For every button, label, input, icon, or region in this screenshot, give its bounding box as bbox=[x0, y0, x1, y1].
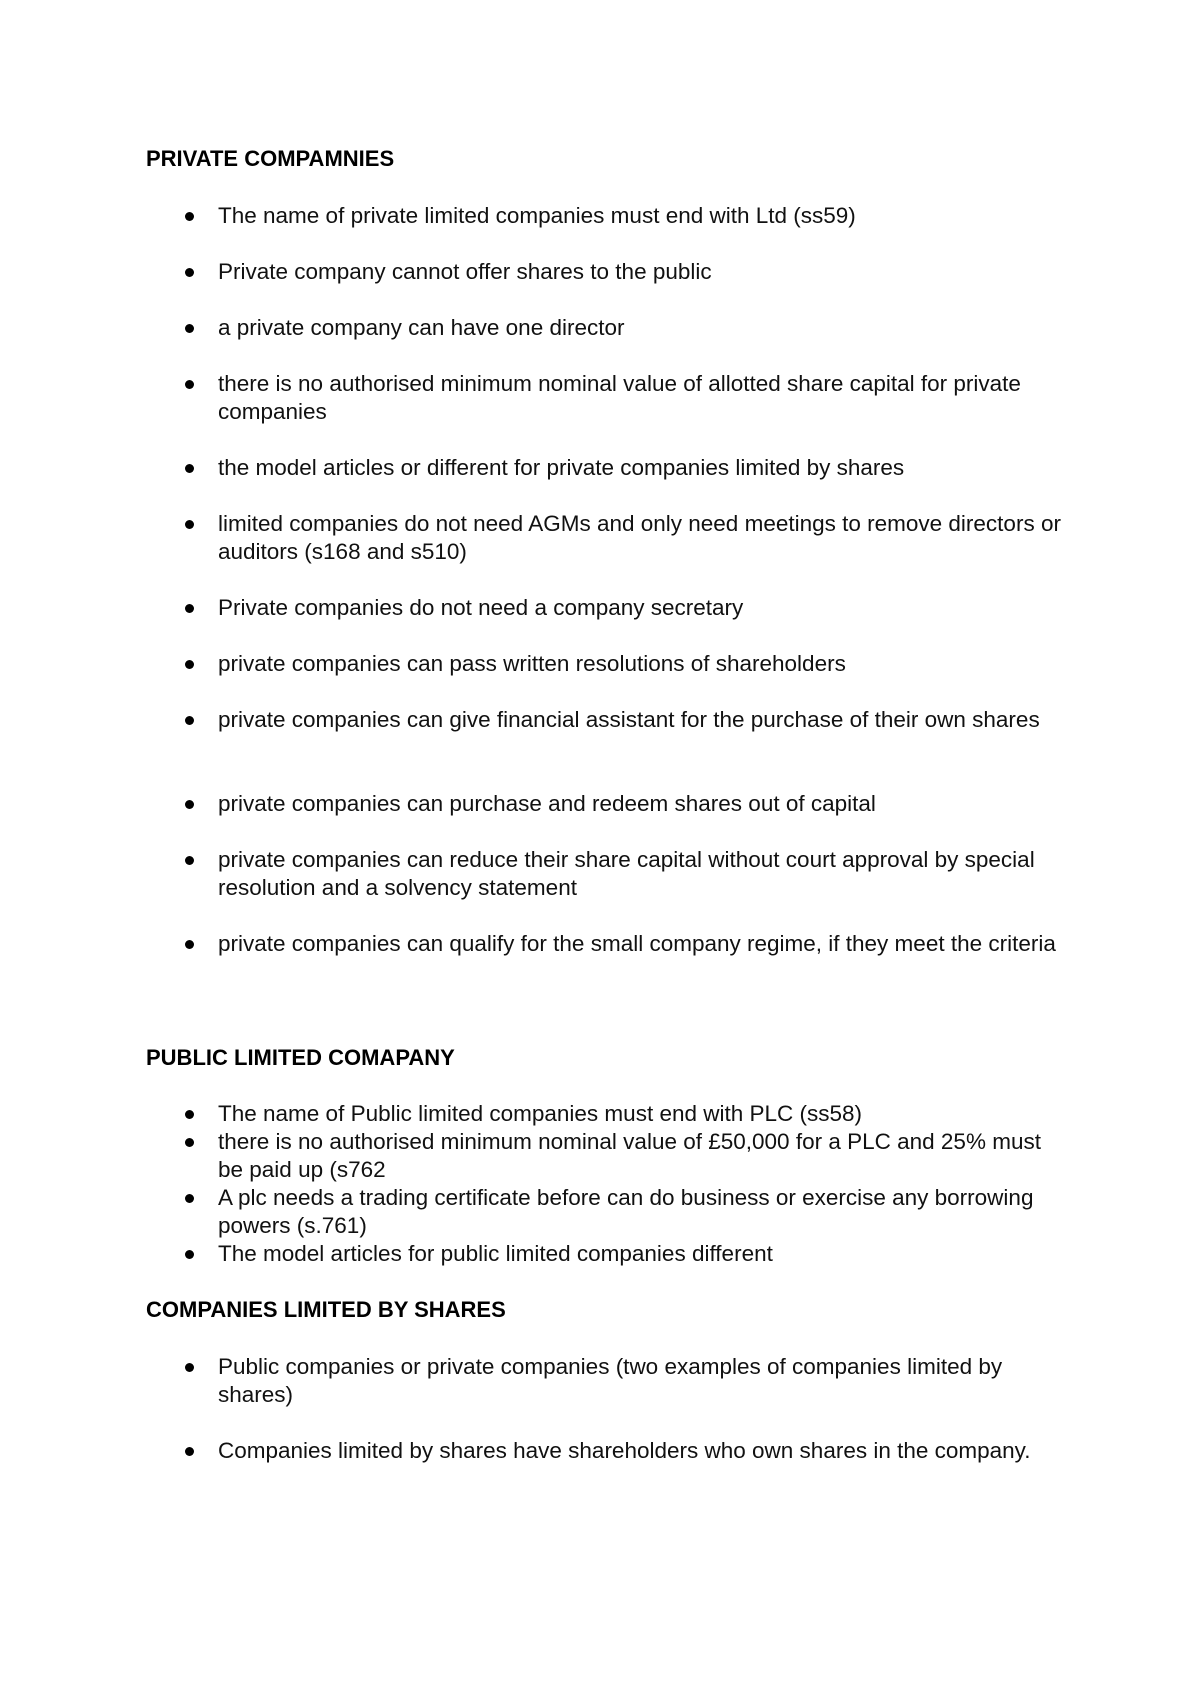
bullet-icon bbox=[185, 1250, 194, 1259]
bullet-icon bbox=[185, 716, 194, 725]
list-item bbox=[218, 930, 1068, 958]
list-item-text: limited companies do not need AGMs and only need meetings to remove directors or auditors (s168 and s510) bbox=[218, 511, 1061, 564]
list-item-text: private companies can qualify for the small company regime, if they meet the criteria bbox=[218, 931, 1056, 956]
section-heading-companies-limited-by-shares: COMPANIES LIMITED BY SHARES bbox=[146, 1297, 506, 1322]
list-item-text: there is no authorised minimum nominal value of allotted share capital for private companies bbox=[218, 371, 1021, 424]
list-item bbox=[218, 846, 1068, 902]
bullet-icon bbox=[185, 520, 194, 529]
list-item bbox=[218, 706, 1068, 734]
list-item-text: private companies can pass written resolutions of shareholders bbox=[218, 651, 846, 676]
bullet-icon bbox=[185, 212, 194, 221]
list-item-text: private companies can give financial assistant for the purchase of their own shares bbox=[218, 707, 1040, 732]
list-item bbox=[218, 258, 1068, 286]
list-item bbox=[218, 454, 1068, 482]
list-item-text: The name of Public limited companies must end with PLC (ss58) bbox=[218, 1101, 863, 1126]
list-item-text: there is no authorised minimum nominal value of £50,000 for a PLC and 25% must be paid up (s762 bbox=[218, 1129, 1041, 1182]
list-item-text: Private companies do not need a company secretary bbox=[218, 595, 744, 620]
bullet-icon bbox=[185, 604, 194, 613]
bullet-icon bbox=[185, 800, 194, 809]
list-item-text: The name of private limited companies must end with Ltd (ss59) bbox=[218, 203, 856, 228]
bullet-icon bbox=[185, 1194, 194, 1203]
list-item bbox=[218, 314, 1068, 342]
bullet-icon bbox=[185, 1447, 194, 1456]
list-item bbox=[218, 1100, 1068, 1128]
bullet-icon bbox=[185, 940, 194, 949]
list-item bbox=[218, 1184, 1068, 1240]
bullet-icon bbox=[185, 1138, 194, 1147]
bullet-icon bbox=[185, 1363, 194, 1372]
list-item-text: Companies limited by shares have shareholders who own shares in the company. bbox=[218, 1438, 1031, 1463]
list-item-text: A plc needs a trading certificate before can do business or exercise any borrowing powers (s.761) bbox=[218, 1185, 1034, 1238]
bullet-icon bbox=[185, 324, 194, 333]
bullet-icon bbox=[185, 856, 194, 865]
list-item bbox=[218, 594, 1068, 622]
list-item-text: Public companies or private companies (two examples of companies limited by shares) bbox=[218, 1354, 1003, 1407]
list-item-text: private companies can reduce their share capital without court approval by special resolution and a solvency statement bbox=[218, 847, 1035, 900]
bullet-icon bbox=[185, 268, 194, 277]
list-item bbox=[218, 370, 1068, 426]
list-item-text: a private company can have one director bbox=[218, 315, 625, 340]
list-item bbox=[218, 1353, 1068, 1409]
list-item bbox=[218, 510, 1068, 566]
section-heading-private-companies: PRIVATE COMPAMNIES bbox=[146, 146, 395, 171]
list-item bbox=[218, 650, 1068, 678]
bullet-icon bbox=[185, 464, 194, 473]
list-item-text: the model articles or different for private companies limited by shares bbox=[218, 455, 905, 480]
list-item bbox=[218, 790, 1068, 818]
bullet-icon bbox=[185, 660, 194, 669]
list-item-text: The model articles for public limited companies different bbox=[218, 1241, 773, 1266]
list-item bbox=[218, 1128, 1068, 1184]
bullet-icon bbox=[185, 1110, 194, 1119]
section-heading-public-limited-company: PUBLIC LIMITED COMAPANY bbox=[146, 1045, 455, 1070]
list-item-text: private companies can purchase and redeem shares out of capital bbox=[218, 791, 876, 816]
bullet-icon bbox=[185, 380, 194, 389]
list-item bbox=[218, 1437, 1068, 1465]
list-item bbox=[218, 1240, 1068, 1268]
list-item-text: Private company cannot offer shares to the public bbox=[218, 259, 712, 284]
list-item bbox=[218, 202, 1068, 230]
